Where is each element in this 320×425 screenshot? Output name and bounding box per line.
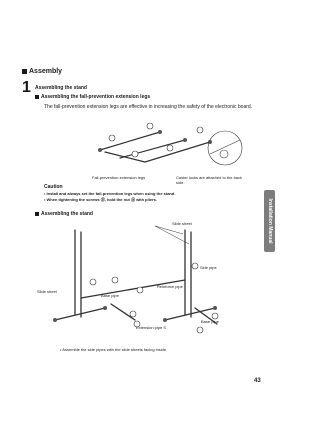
bullet-square-icon bbox=[35, 212, 39, 216]
side-tab-label: Installation Manual bbox=[266, 198, 273, 244]
section-heading bbox=[22, 68, 62, 75]
section-heading-text: Assembly bbox=[29, 68, 63, 75]
caution-list bbox=[44, 191, 175, 203]
step-title: Assembling the stand bbox=[35, 85, 87, 91]
base-pipe-left-label: Base pipe bbox=[101, 293, 119, 298]
stand-note: • Assemble the side pipes with the slide sheets facing inside. bbox=[60, 347, 168, 352]
side-tab bbox=[264, 190, 275, 252]
extension-pipe-label: Extension pipe S bbox=[136, 325, 167, 330]
stand-subheading-text: Assembling the stand bbox=[41, 211, 93, 217]
caution-item: • Install and always set the fall-prevention legs when using the stand. bbox=[44, 191, 176, 196]
reinforce-pipe-label: Reinforce pipe bbox=[157, 284, 183, 289]
bullet-square-icon bbox=[35, 95, 39, 99]
slide-sheet-top-label: Slide sheet bbox=[172, 221, 192, 226]
caution-heading: Caution bbox=[44, 184, 63, 190]
base-pipe-right-label: Base pipe bbox=[201, 319, 219, 324]
step-number: 1 bbox=[22, 79, 31, 96]
casters-caption: Caster locks are attached to the back side. bbox=[176, 175, 243, 185]
legs-caption-text: Fall-prevention extension legs bbox=[92, 175, 146, 180]
legs-subheading bbox=[35, 94, 150, 100]
legs-description: The fall-prevention extension legs are effective in increasing the safety of the electronic board. bbox=[44, 104, 253, 110]
legs-caption bbox=[92, 175, 145, 180]
slide-sheet-left-label: Slide sheet bbox=[37, 289, 57, 294]
bullet-square-icon bbox=[22, 69, 27, 74]
legs-subheading-text: Assembling the fall-prevention extension legs bbox=[41, 94, 151, 100]
legs-illustration bbox=[90, 118, 250, 178]
stand-subheading bbox=[35, 211, 93, 217]
caution-item: • When tightening the screws ⑮, hold the nut ⑯ with pliers. bbox=[44, 197, 157, 202]
page-number: 43 bbox=[254, 378, 261, 384]
side-pipe-label: Side pipe bbox=[200, 265, 217, 270]
